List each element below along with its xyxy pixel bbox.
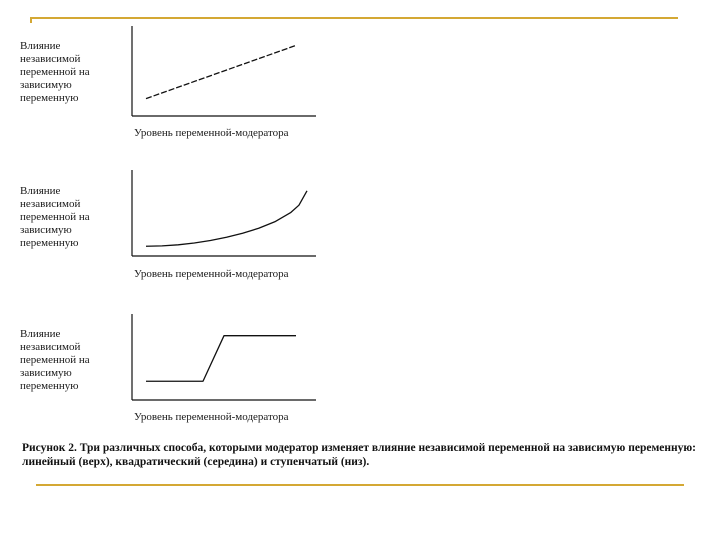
panel-1-chart [120, 24, 320, 120]
panel-1-series-line [146, 45, 296, 98]
top-rule [30, 17, 678, 19]
panel-3-ylabel: Влияние независимой переменной на зависимую переменную [20, 328, 90, 392]
bottom-rule [36, 484, 684, 486]
panel-2-ylabel: Влияние независимой переменной на зависимую переменную [20, 185, 90, 249]
panel-3-chart [120, 312, 320, 404]
figure-caption: Рисунок 2. Три различных способа, которыми модератор изменяет влияние независимой переменной на зависимую переменную: линейный (верх), квадратический (середина) и ступенчатый (низ). [22, 442, 697, 468]
panel-2-series-line [146, 191, 307, 246]
panel-1-ylabel: Влияние независимой переменной на зависимую переменную [20, 40, 90, 104]
panel-1-xlabel: Уровень переменной-модератора [134, 127, 289, 139]
panel-2-chart [120, 168, 320, 260]
corner-tick [30, 17, 32, 23]
panel-3-xlabel: Уровень переменной-модератора [134, 411, 289, 423]
panel-3-series-line [146, 336, 296, 382]
panel-2-xlabel: Уровень переменной-модератора [134, 268, 289, 280]
